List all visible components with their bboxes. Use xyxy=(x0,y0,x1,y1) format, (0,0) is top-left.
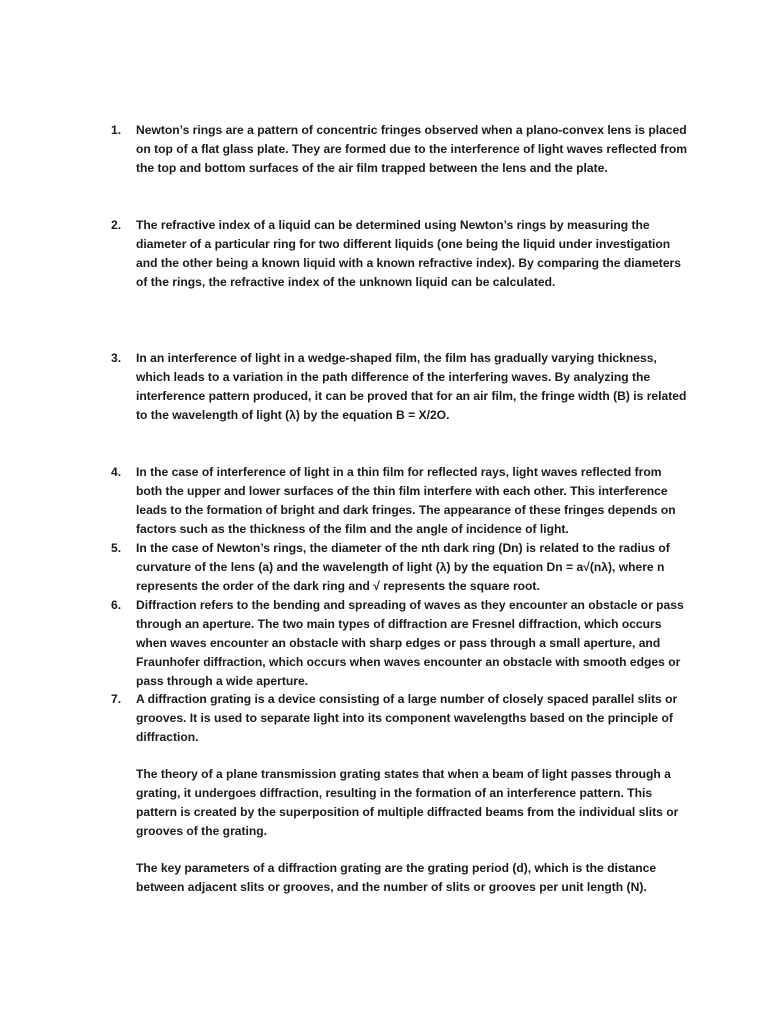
list-item-text: In the case of Newton’s rings, the diameter of the nth dark ring (Dn) is related to the radius of curvature of the lens (a) and the wavelength of light (λ) by the equation Dn = a√(nλ), where n represents the order of the dark ring and √ represents the square root. xyxy=(136,541,670,593)
list-number: 6. xyxy=(111,598,122,612)
list-item-2 xyxy=(111,216,691,292)
list-item-7 xyxy=(111,690,691,747)
list-number: 2. xyxy=(111,218,122,232)
list-item-6 xyxy=(111,596,691,691)
list-item-3 xyxy=(111,349,691,425)
list-number: 7. xyxy=(111,692,122,706)
list-item-text: In the case of interference of light in a thin film for reflected rays, light waves reflected from both the upper and lower surfaces of the thin film interfere with each other. This interference leads to the formation of bright and dark fringes. The appearance of these fringes depends on factors such as the thickness of the film and the angle of incidence of light. xyxy=(136,465,676,536)
list-item-text: In an interference of light in a wedge-shaped film, the film has gradually varying thickness, which leads to a variation in the path difference of the interfering waves. By analyzing the interference pattern produced, it can be proved that for an air film, the fringe width (B) is related to the wavelength of light (λ) by the equation B = X/2O. xyxy=(136,351,687,422)
list-item-text: Newton’s rings are a pattern of concentric fringes observed when a plano-convex lens is placed on top of a flat glass plate. They are formed due to the interference of light waves reflected from the top and bottom surfaces of the air film trapped between the lens and the plate. xyxy=(136,123,688,175)
paragraph-grating-parameters: The key parameters of a diffraction grating are the grating period (d), which is the distance between adjacent slits or grooves, and the number of slits or grooves per unit length (N). xyxy=(136,861,657,894)
list-number: 5. xyxy=(111,541,122,555)
list-item-1 xyxy=(111,121,691,178)
list-number: 3. xyxy=(111,351,122,365)
list-number: 4. xyxy=(111,465,122,479)
list-item-text: The refractive index of a liquid can be determined using Newton’s rings by measuring the diameter of a particular ring for two different liquids (one being the liquid under investigation and the other being a known liquid with a known refractive index). By comparing the diameters of the rings, the refractive index of the unknown liquid can be calculated. xyxy=(136,218,681,289)
list-number: 1. xyxy=(111,123,122,137)
paragraph-grating-theory: The theory of a plane transmission grating states that when a beam of light passes through a grating, it undergoes diffraction, resulting in the formation of an interference pattern. This pattern is created by the superposition of multiple diffracted beams from the individual slits or grooves of the grating. xyxy=(136,767,679,838)
list-item-5 xyxy=(111,539,691,596)
list-item-text: Diffraction refers to the bending and spreading of waves as they encounter an obstacle or pass through an aperture. The two main types of diffraction are Fresnel diffraction, which occurs when waves encounter an obstacle with sharp edges or pass through a small aperture, and Fraunhofer diffraction, which occurs when waves encounter an obstacle with smooth edges or pass through a wide aperture. xyxy=(136,598,684,688)
list-item-text: A diffraction grating is a device consisting of a large number of closely spaced parallel slits or grooves. It is used to separate light into its component wavelengths based on the principle of diffraction. xyxy=(136,692,678,744)
list-item-4 xyxy=(111,463,691,539)
